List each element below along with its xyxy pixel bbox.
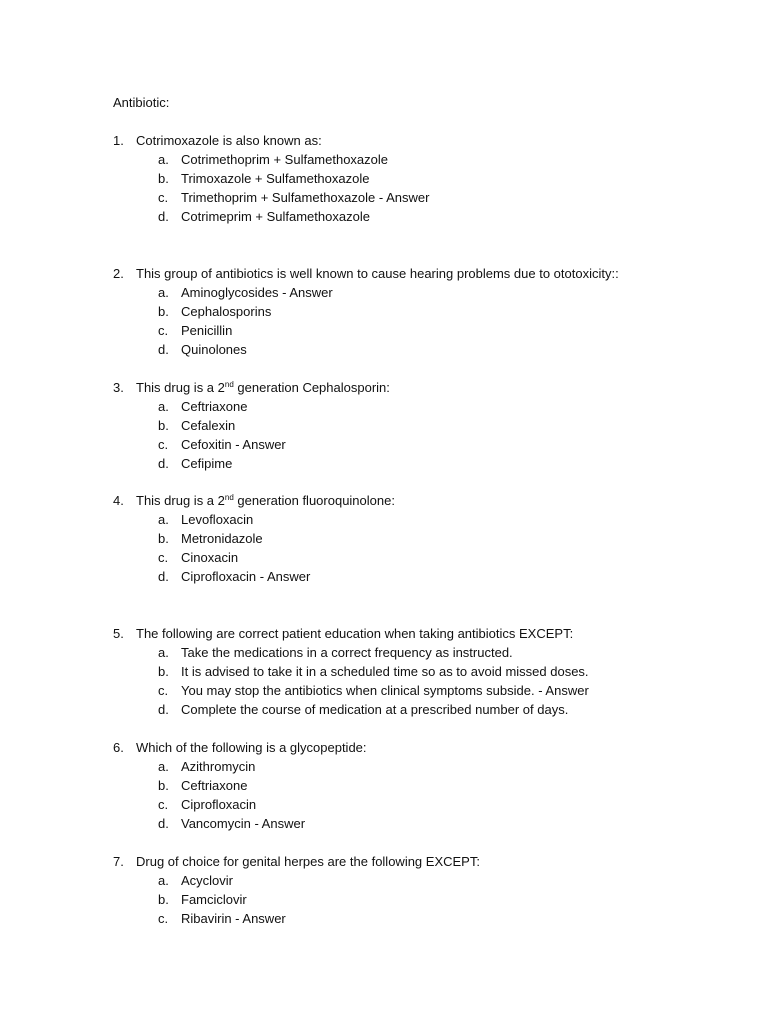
- question-text: The following are correct patient education when taking antibiotics EXCEPT:: [136, 626, 574, 641]
- question-number: 5.: [113, 626, 124, 641]
- option-letter: c.: [158, 190, 169, 205]
- question-stem: [113, 624, 753, 643]
- option-letter: a.: [158, 645, 169, 660]
- option-letter: d.: [158, 342, 169, 357]
- question-number: 3.: [113, 380, 124, 395]
- question-number: 2.: [113, 266, 124, 281]
- option-d: [113, 567, 753, 586]
- option-letter: c.: [158, 550, 169, 565]
- ordinal-suffix: nd: [224, 493, 234, 502]
- option-b: [113, 302, 753, 321]
- option-a: [113, 397, 753, 416]
- option-text: Ceftriaxone: [181, 399, 248, 414]
- option-text: Azithromycin: [181, 759, 256, 774]
- option-d: [113, 207, 753, 226]
- option-letter: d.: [158, 209, 169, 224]
- question-text: [136, 491, 395, 510]
- option-text: It is advised to take it in a scheduled time so as to avoid missed doses.: [181, 664, 589, 679]
- option-text: Take the medications in a correct frequency as instructed.: [181, 645, 513, 660]
- option-letter: c.: [158, 797, 169, 812]
- question-text: Cotrimoxazole is also known as:: [136, 133, 322, 148]
- option-letter: c.: [158, 437, 169, 452]
- question-stem: [113, 738, 753, 757]
- option-letter: b.: [158, 304, 169, 319]
- option-letter: a.: [158, 873, 169, 888]
- question-text: Which of the following is a glycopeptide:: [136, 740, 367, 755]
- question-number: 4.: [113, 493, 124, 508]
- option-letter: b.: [158, 778, 169, 793]
- option-letter: c.: [158, 323, 169, 338]
- option-text: Ribavirin - Answer: [181, 911, 286, 926]
- question-2: [113, 264, 753, 359]
- question-4: [113, 491, 753, 586]
- option-letter: d.: [158, 569, 169, 584]
- option-c: [113, 681, 753, 700]
- question-text-end: generation Cephalosporin:: [233, 380, 390, 395]
- option-text: Acyclovir: [181, 873, 234, 888]
- option-text: Trimethoprim + Sulfamethoxazole - Answer: [181, 190, 430, 205]
- option-text: Cefalexin: [181, 418, 236, 433]
- option-b: [113, 890, 753, 909]
- question-text-start: This drug is a 2: [136, 493, 225, 508]
- option-letter: b.: [158, 664, 169, 679]
- question-text: Drug of choice for genital herpes are the following EXCEPT:: [136, 854, 480, 869]
- question-stem: [113, 491, 753, 510]
- option-letter: a.: [158, 759, 169, 774]
- question-5: [113, 624, 753, 719]
- option-b: [113, 169, 753, 188]
- ordinal-suffix: nd: [224, 380, 234, 389]
- option-text: Cotrimeprim + Sulfamethoxazole: [181, 209, 370, 224]
- question-6: [113, 738, 753, 833]
- option-c: [113, 909, 753, 928]
- option-d: [113, 340, 753, 359]
- option-letter: d.: [158, 456, 169, 471]
- option-c: [113, 188, 753, 207]
- option-text: Levofloxacin: [181, 512, 254, 527]
- option-b: [113, 662, 753, 681]
- option-text: Cefipime: [181, 456, 233, 471]
- question-stem: [113, 852, 753, 871]
- question-3: [113, 378, 753, 473]
- document-title: Antibiotic:: [113, 95, 170, 110]
- option-b: [113, 776, 753, 795]
- option-text: Ciprofloxacin: [181, 797, 257, 812]
- option-b: [113, 529, 753, 548]
- option-letter: a.: [158, 399, 169, 414]
- option-letter: c.: [158, 911, 169, 926]
- option-a: [113, 757, 753, 776]
- question-text: This group of antibiotics is well known to cause hearing problems due to ototoxicity::: [136, 266, 619, 281]
- option-c: [113, 795, 753, 814]
- option-b: [113, 416, 753, 435]
- option-text: Metronidazole: [181, 531, 263, 546]
- option-a: [113, 643, 753, 662]
- question-text: [136, 378, 390, 397]
- question-7: [113, 852, 753, 928]
- question-stem: [113, 378, 753, 397]
- question-stem: [113, 131, 753, 150]
- question-number: 6.: [113, 740, 124, 755]
- option-c: [113, 321, 753, 340]
- option-text: Cephalosporins: [181, 304, 272, 319]
- option-text: Vancomycin - Answer: [181, 816, 306, 831]
- option-letter: b.: [158, 171, 169, 186]
- option-letter: b.: [158, 892, 169, 907]
- option-letter: a.: [158, 152, 169, 167]
- option-d: [113, 814, 753, 833]
- option-d: [113, 454, 753, 473]
- option-text: Famciclovir: [181, 892, 247, 907]
- question-stem: [113, 264, 753, 283]
- option-letter: a.: [158, 512, 169, 527]
- option-text: Complete the course of medication at a prescribed number of days.: [181, 702, 569, 717]
- question-text-start: This drug is a 2: [136, 380, 225, 395]
- option-text: Trimoxazole + Sulfamethoxazole: [181, 171, 370, 186]
- option-letter: d.: [158, 702, 169, 717]
- option-text: Penicillin: [181, 323, 233, 338]
- option-letter: b.: [158, 531, 169, 546]
- option-a: [113, 510, 753, 529]
- option-text: Cinoxacin: [181, 550, 239, 565]
- option-text: Ciprofloxacin - Answer: [181, 569, 311, 584]
- option-text: Quinolones: [181, 342, 247, 357]
- option-a: [113, 871, 753, 890]
- option-text: Ceftriaxone: [181, 778, 248, 793]
- option-letter: a.: [158, 285, 169, 300]
- option-text: Cotrimethoprim + Sulfamethoxazole: [181, 152, 389, 167]
- option-letter: b.: [158, 418, 169, 433]
- question-number: 1.: [113, 133, 124, 148]
- question-1: [113, 131, 753, 226]
- option-text: You may stop the antibiotics when clinical symptoms subside. - Answer: [181, 683, 589, 698]
- option-letter: c.: [158, 683, 169, 698]
- option-text: Aminoglycosides - Answer: [181, 285, 333, 300]
- option-a: [113, 150, 753, 169]
- option-c: [113, 435, 753, 454]
- option-c: [113, 548, 753, 567]
- option-d: [113, 700, 753, 719]
- option-letter: d.: [158, 816, 169, 831]
- question-text-end: generation fluoroquinolone:: [233, 493, 395, 508]
- option-a: [113, 283, 753, 302]
- question-number: 7.: [113, 854, 124, 869]
- option-text: Cefoxitin - Answer: [181, 437, 286, 452]
